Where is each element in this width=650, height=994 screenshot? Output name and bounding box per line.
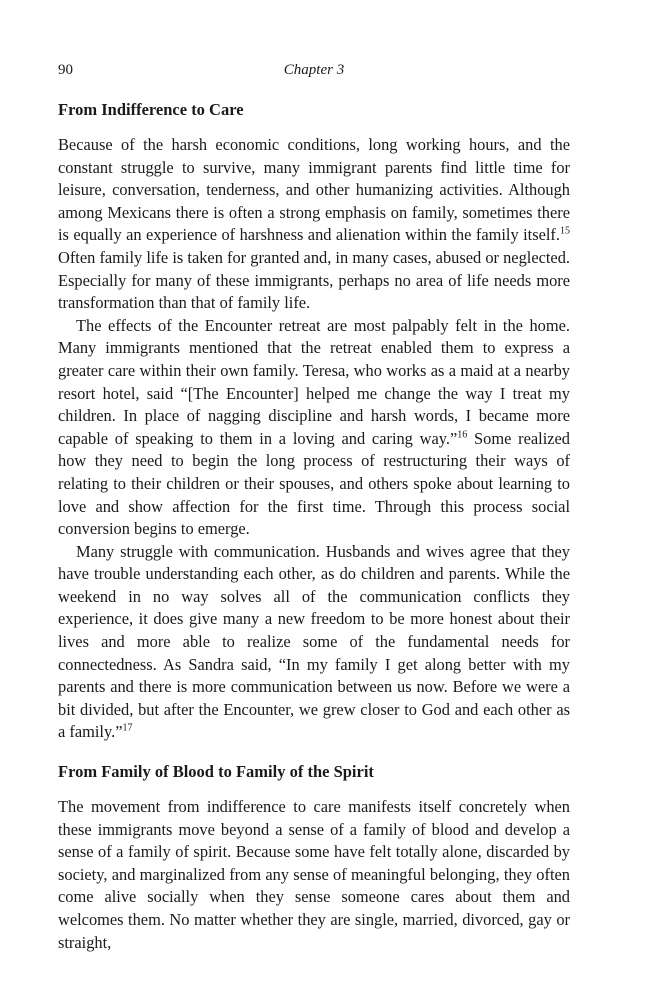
- paragraph: [58, 315, 570, 541]
- paragraph-text: Because of the harsh economic conditions, long working hours, and the constant struggle to survive, many immigrant parents find little time for leisure, conversation, tenderness, and other humanizing activities. Although among Mexicans there is often a strong emphasis on family, sometimes there is equally an experience of harshness and alienation within the family itself.: [58, 135, 570, 245]
- section-heading-family-of-spirit: From Family of Blood to Family of the Spirit: [58, 762, 374, 782]
- paragraph-text: Some realized how they need to begin the long process of restructuring their ways of relating to their children or their spouses, and others spoke about learning to love and show affection for the first time. Through this process social conversion begins to emerge.: [58, 428, 570, 539]
- paragraph: [58, 134, 570, 315]
- page-number: 90: [58, 62, 73, 78]
- paragraph: The movement from indifference to care manifests itself concretely when these immigrants move beyond a sense of a family of blood and develop a sense of a family of spirit. Because some have felt totally alone, discarded by society, and marginalized from any sense of meaningful belonging, they often come alive socially when they sense someone cares about them and welcomes them. No matter whether they are single, married, divorced, gay or straight,: [58, 797, 570, 952]
- paragraph: [58, 541, 570, 744]
- running-head: [58, 62, 570, 84]
- footnote-marker: 15: [560, 225, 570, 237]
- book-page: [58, 62, 570, 954]
- paragraph-text: Often family life is taken for granted and, in many cases, abused or neglected. Especially for many of these immigrants, perhaps no area of life needs more transformation than that of family life.: [58, 247, 570, 313]
- paragraph-text: The effects of the Encounter retreat are most palpably felt in the home. Many immigrants mentioned that the retreat enabled them to express a greater care within their own family. Teresa, who works as a maid at a nearby resort hotel, said “[The Encounter] helped me change the way I treat my children. In place of nagging discipline and harsh words, I became more capable of speaking to them in a loving and caring way.”: [58, 315, 570, 448]
- chapter-title: Chapter 3: [283, 62, 345, 78]
- footnote-marker: 16: [457, 429, 468, 441]
- section-heading-indifference-to-care: From Indifference to Care: [58, 100, 244, 119]
- footnote-marker: 17: [122, 722, 133, 734]
- paragraph-text: Many struggle with communication. Husbands and wives agree that they have trouble understanding each other, as do children and parents. While the weekend in no way solves all of the communication conflicts they experience, it does give many a new freedom to be more honest about their lives and more able to realize some of the fundamental needs for connectedness. As Sandra said, “In my family I get along better with my parents and there is more communication between us now. Before we were a bit divided, but after the Encounter, we grew closer to God and each other as a family.”: [58, 541, 570, 742]
